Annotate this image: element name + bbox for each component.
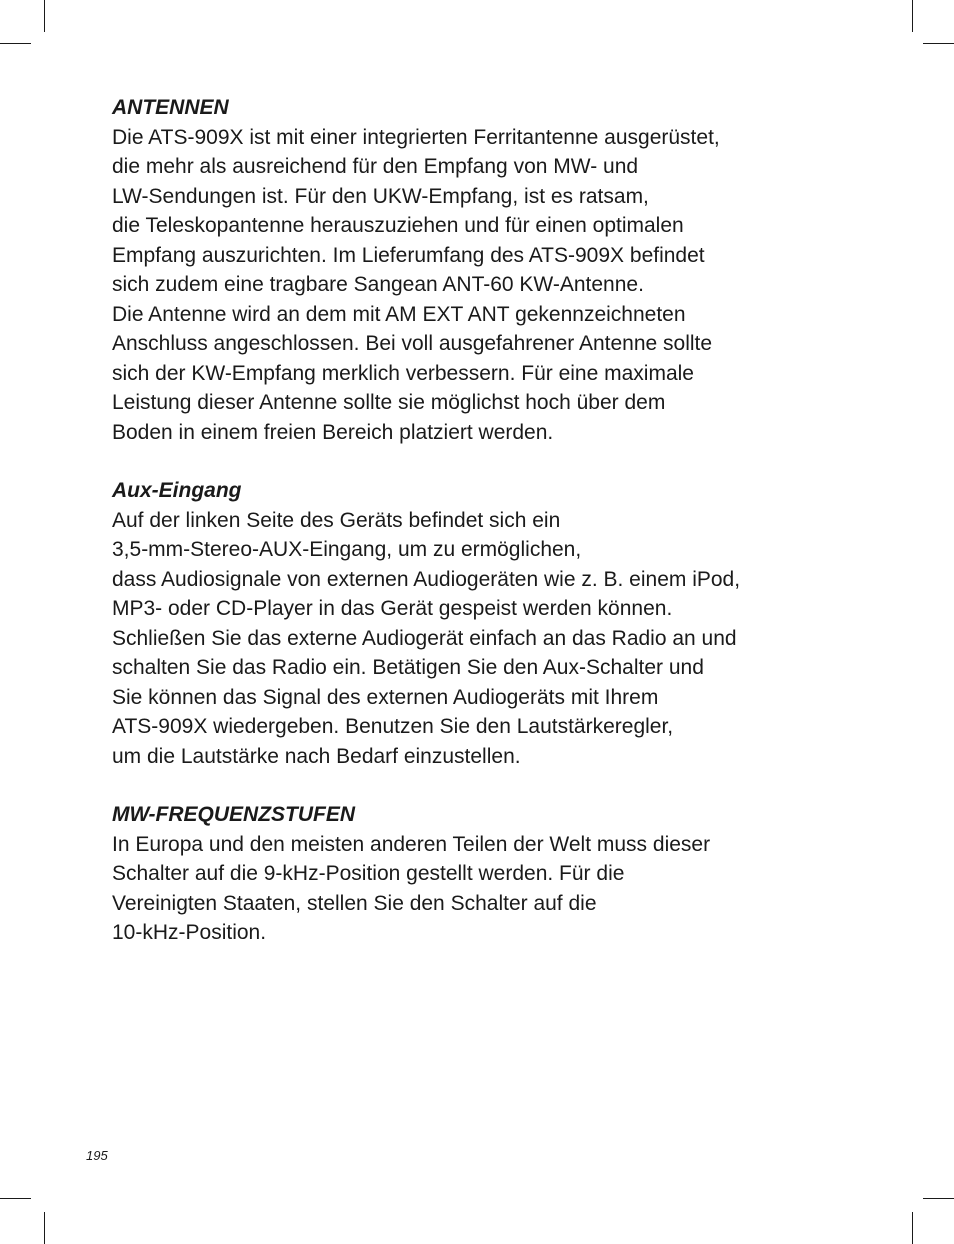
crop-mark-top-left-vertical	[44, 0, 45, 32]
body-text-line: die mehr als ausreichend für den Empfang von MW- und	[112, 155, 639, 178]
body-text-line: sich der KW-Empfang merklich verbessern. Für eine maximale	[112, 361, 694, 385]
body-text-line: Auf der linken Seite des Geräts befindet sich ein	[112, 508, 561, 532]
crop-mark-bottom-right-horizontal	[923, 1198, 954, 1199]
body-text-line: Sie können das Signal des externen Audiogeräts mit Ihrem	[112, 685, 659, 709]
body-text-line: schalten Sie das Radio ein. Betätigen Sie den Aux-Schalter und	[112, 656, 704, 679]
body-text-line: Empfang auszurichten. Im Lieferumfang des ATS-909X befindet	[112, 243, 705, 267]
body-text-line: In Europa und den meisten anderen Teilen der Welt muss dieser	[112, 832, 711, 856]
body-text-line: LW-Sendungen ist. Für den UKW-Empfang, ist es ratsam,	[112, 184, 649, 208]
body-text-line: 10-kHz-Position.	[112, 921, 267, 944]
body-text-line: Schalter auf die 9-kHz-Position gestellt werden. Für die	[112, 862, 625, 885]
section-heading: Aux-Eingang	[112, 479, 242, 502]
page-content	[112, 93, 872, 977]
body-text-line: um die Lautstärke nach Bedarf einzustellen.	[112, 744, 521, 768]
crop-mark-top-left-horizontal	[0, 43, 31, 44]
body-text-line: ATS-909X wiedergeben. Benutzen Sie den Lautstärkeregler,	[112, 715, 674, 738]
section	[112, 93, 872, 447]
section	[112, 476, 872, 771]
body-text-line: Die ATS-909X ist mit einer integrierten Ferritantenne ausgerüstet,	[112, 125, 720, 149]
crop-mark-top-right-vertical	[912, 0, 913, 32]
body-text-line: Vereinigten Staaten, stellen Sie den Schalter auf die	[112, 891, 597, 915]
crop-mark-bottom-left-vertical	[44, 1212, 45, 1244]
section	[112, 800, 872, 948]
body-text-line: Boden in einem freien Bereich platziert werden.	[112, 420, 554, 444]
body-text-line: 3,5-mm-Stereo-AUX-Eingang, um zu ermöglichen,	[112, 538, 582, 561]
body-text-line: die Teleskopantenne herauszuziehen und für einen optimalen	[112, 214, 684, 237]
section-heading: ANTENNEN	[112, 96, 229, 119]
crop-mark-bottom-left-horizontal	[0, 1198, 31, 1199]
body-text-line: Anschluss angeschlossen. Bei voll ausgefahrener Antenne sollte	[112, 332, 713, 355]
body-text-line: sich zudem eine tragbare Sangean ANT-60 KW-Antenne.	[112, 273, 644, 296]
section-heading: MW-FREQUENZSTUFEN	[112, 803, 356, 826]
body-text-line: Die Antenne wird an dem mit AM EXT ANT gekennzeichneten	[112, 302, 686, 326]
body-text-line: dass Audiosignale von externen Audiogeräten wie z. B. einem iPod,	[112, 567, 741, 591]
page-number: 195	[86, 1148, 108, 1163]
body-text-line: MP3- oder CD-Player in das Gerät gespeist werden können.	[112, 597, 673, 620]
crop-mark-bottom-right-vertical	[912, 1212, 913, 1244]
crop-mark-top-right-horizontal	[923, 43, 954, 44]
body-text-line: Leistung dieser Antenne sollte sie möglichst hoch über dem	[112, 391, 666, 414]
body-text-line: Schließen Sie das externe Audiogerät einfach an das Radio an und	[112, 626, 737, 650]
